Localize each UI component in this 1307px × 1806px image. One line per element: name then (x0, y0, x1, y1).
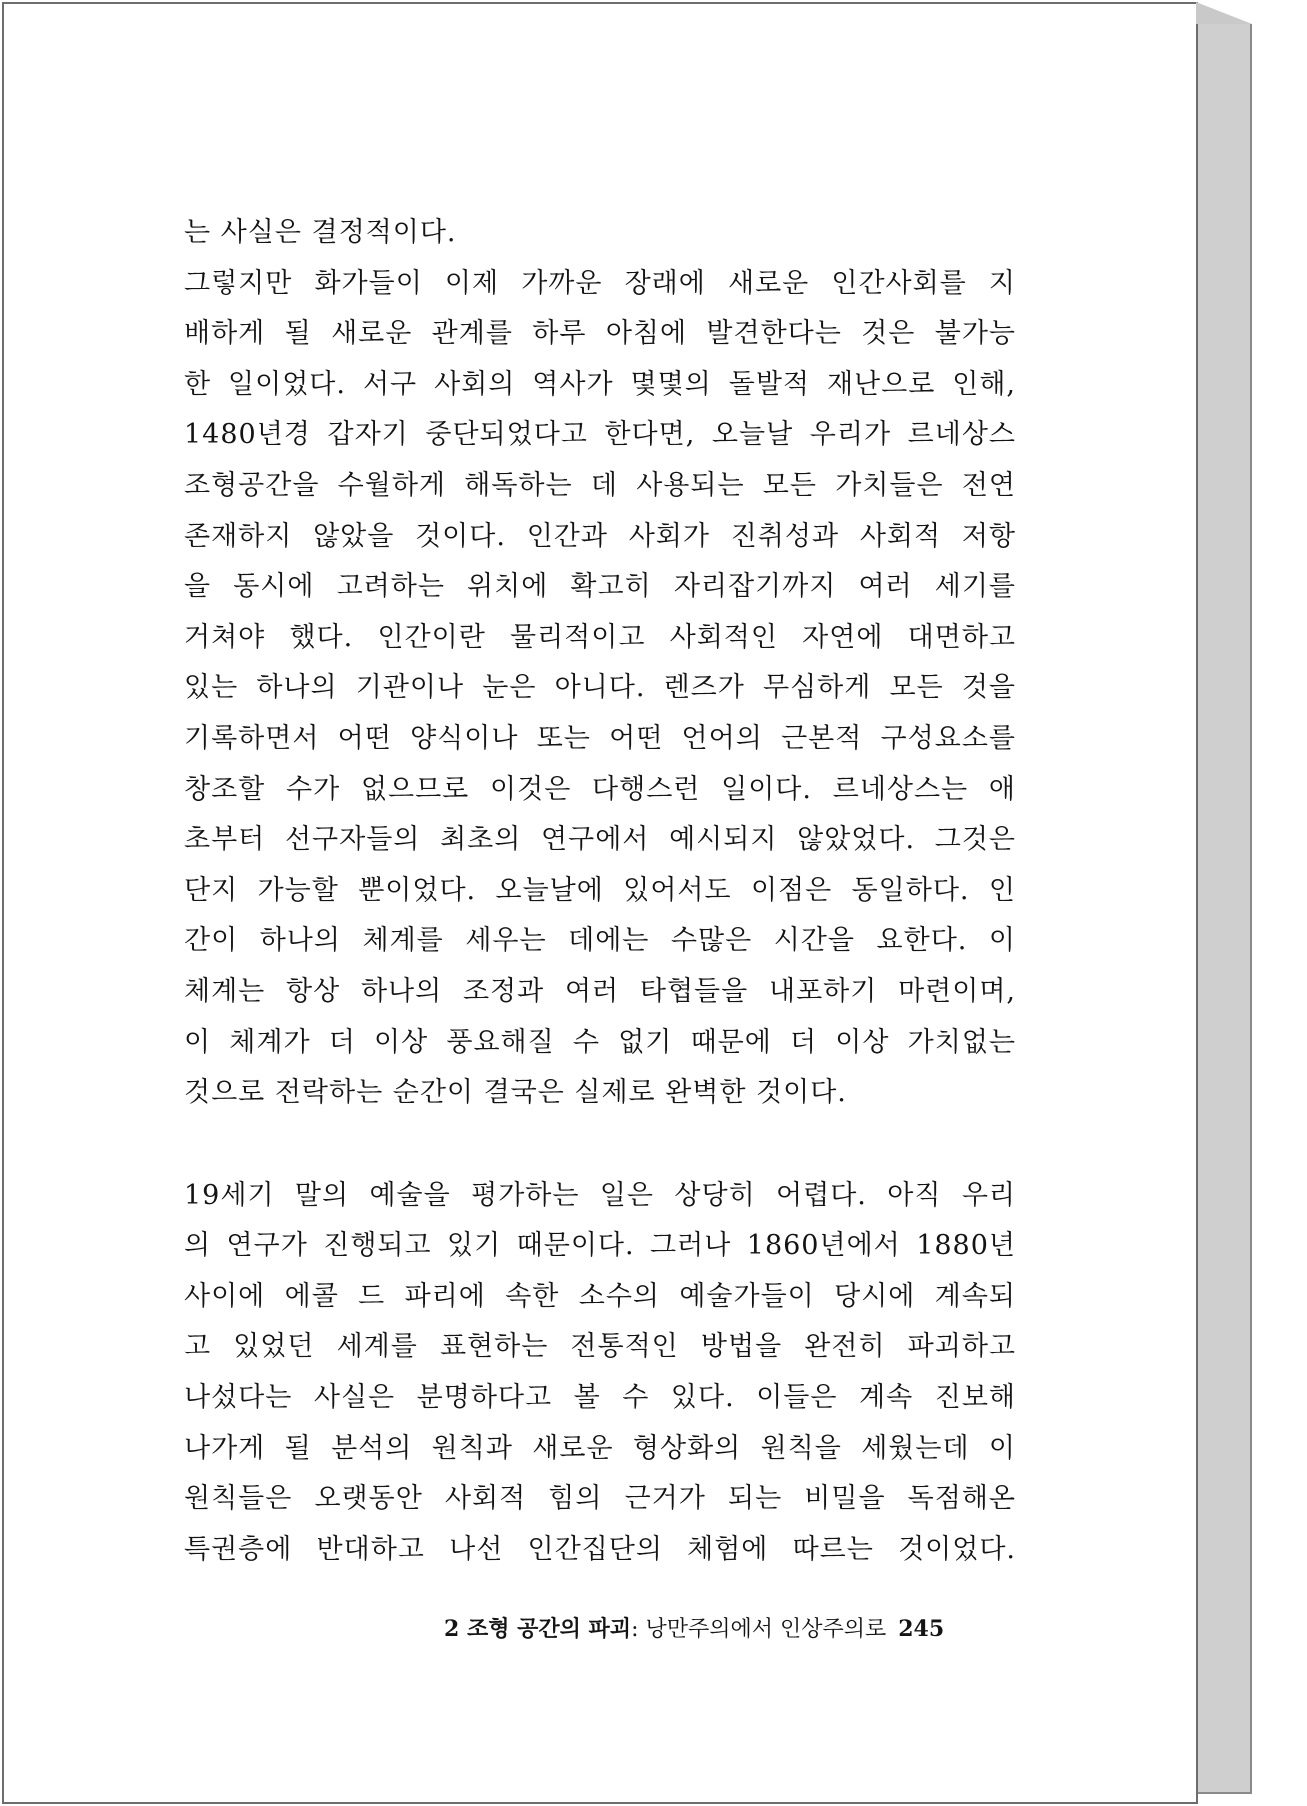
text-line: 단지 가능할 뿐이었다. 오늘날에 있어서도 이점은 동일하다. 인 (184, 874, 1016, 906)
text-line: 존재하지 않았을 것이다. 인간과 사회가 진취성과 사회적 저항 (184, 520, 1016, 552)
page-sheet (2, 2, 1198, 1804)
text-line: 이 체계가 더 이상 풍요해질 수 없기 때문에 더 이상 가치없는 (184, 1026, 1016, 1058)
page-number: 245 (898, 1616, 945, 1642)
text-line: 거쳐야 했다. 인간이란 물리적이고 사회적인 자연에 대면하고 (184, 621, 1016, 653)
text-line: 1480년경 갑자기 중단되었다고 한다면, 오늘날 우리가 르네상스 (184, 419, 1016, 451)
text-line: 고 있었던 세계를 표현하는 전통적인 방법을 완전히 파괴하고 (184, 1331, 1016, 1363)
book-edge-top (1196, 2, 1252, 24)
text-line: 기록하면서 어떤 양식이나 또는 어떤 언어의 근본적 구성요소를 (184, 722, 1016, 754)
paragraph-1 (184, 208, 1016, 259)
running-footer (444, 1612, 984, 1643)
text-line: 나가게 될 분석의 원칙과 새로운 형상화의 원칙을 세웠는데 이 (184, 1432, 1016, 1464)
text-line: 간이 하나의 체계를 세우는 데에는 수많은 시간을 요한다. 이 (184, 925, 1016, 957)
text-line: 초부터 선구자들의 최초의 연구에서 예시되지 않았었다. 그것은 (184, 824, 1016, 856)
text-line: 19세기 말의 예술을 평가하는 일은 상당히 어렵다. 아직 우리 (184, 1179, 1016, 1211)
text-line: 는 사실은 결정적이다. (184, 217, 457, 248)
text-line: 특권층에 반대하고 나선 인간집단의 체험에 따르는 것이었다. (184, 1533, 1016, 1565)
text-line: 배하게 될 새로운 관계를 하루 아침에 발견한다는 것은 불가능 (184, 318, 1016, 350)
text-line: 나섰다는 사실은 분명하다고 볼 수 있다. 이들은 계속 진보해 (184, 1382, 1016, 1414)
text-line: 창조할 수가 없으므로 이것은 다행스런 일이다. 르네상스는 애 (184, 773, 1016, 805)
text-line: 있는 하나의 기관이나 눈은 아니다. 렌즈가 무심하게 모든 것을 (184, 672, 1016, 704)
text-line: 조형공간을 수월하게 해독하는 데 사용되는 모든 가치들은 전연 (184, 469, 1016, 501)
book-edge-side (1198, 24, 1252, 1794)
text-line: 체계는 항상 하나의 조정과 여러 타협들을 내포하기 마련이며, (184, 975, 1016, 1007)
text-line: 사이에 에콜 드 파리에 속한 소수의 예술가들이 당시에 계속되 (184, 1280, 1016, 1312)
text-line: 의 연구가 진행되고 있기 때문이다. 그러나 1860년에서 1880년 (184, 1230, 1016, 1262)
text-line: 을 동시에 고려하는 위치에 확고히 자리잡기까지 여러 세기를 (184, 571, 1016, 603)
paragraph-2 (184, 259, 1016, 1119)
text-line: 그렇지만 화가들이 이제 가까운 장래에 새로운 인간사회를 지 (184, 267, 1016, 299)
paragraph-gap (184, 1119, 1016, 1171)
text-line: 것으로 전락하는 순간이 결국은 실제로 완벽한 것이다. (184, 1077, 847, 1109)
chapter-title: 2 조형 공간의 파괴 (444, 1616, 632, 1642)
book (2, 2, 1302, 1804)
text-line: 한 일이었다. 서구 사회의 역사가 몇몇의 돌발적 재난으로 인해, (184, 368, 1016, 400)
text-line: 원칙들은 오랫동안 사회적 힘의 근거가 되는 비밀을 독점해온 (184, 1483, 1016, 1515)
chapter-subtitle: : 낭만주의에서 인상주의로 (631, 1617, 887, 1642)
page-body (184, 208, 1016, 1575)
paragraph-3 (184, 1171, 1016, 1576)
